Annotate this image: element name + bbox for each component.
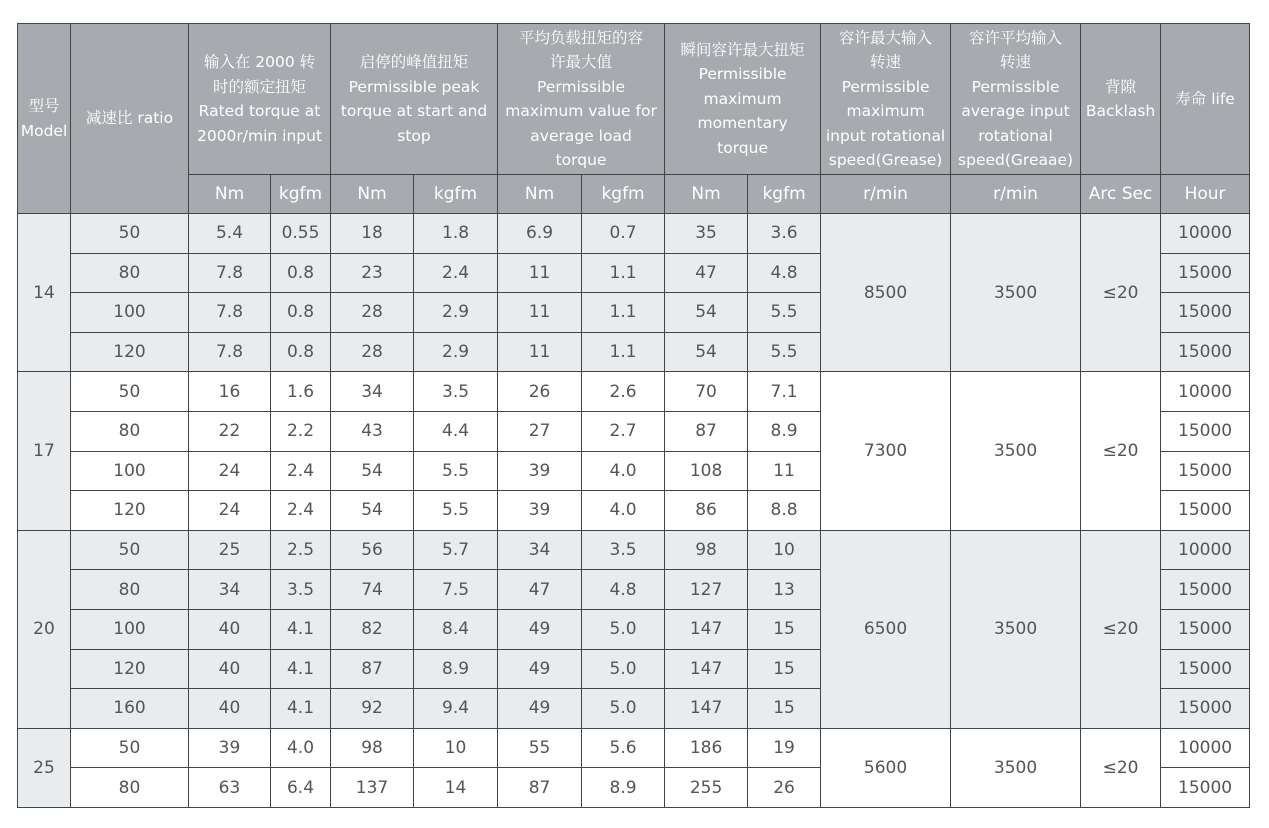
cell-rated-kgfm: 1.6 — [271, 372, 331, 412]
cell-peak-nm: 56 — [331, 530, 414, 570]
cell-momentary-nm: 147 — [665, 689, 748, 729]
cell-rated-kgfm: 0.8 — [271, 332, 331, 372]
cell-avg-load-kgfm: 1.1 — [582, 293, 665, 333]
cell-momentary-kgfm: 5.5 — [748, 293, 821, 333]
unit-life-hour: Hour — [1161, 175, 1250, 214]
cell-avg-load-kgfm: 5.0 — [582, 689, 665, 729]
cell-avg-load-nm: 11 — [498, 253, 582, 293]
cell-momentary-nm: 70 — [665, 372, 748, 412]
cell-momentary-kgfm: 4.8 — [748, 253, 821, 293]
cell-momentary-kgfm: 15 — [748, 689, 821, 729]
cell-rated-kgfm: 4.0 — [271, 728, 331, 768]
cell-life: 10000 — [1161, 372, 1250, 412]
cell-peak-nm: 98 — [331, 728, 414, 768]
cell-rated-kgfm: 0.8 — [271, 253, 331, 293]
cell-ratio: 80 — [71, 411, 189, 451]
header-max-input-cn2: 转速 — [870, 53, 902, 71]
cell-life: 10000 — [1161, 728, 1250, 768]
cell-life: 15000 — [1161, 293, 1250, 333]
cell-avg-load-kgfm: 4.0 — [582, 451, 665, 491]
reducer-spec-table — [17, 23, 1250, 808]
cell-peak-nm: 43 — [331, 411, 414, 451]
table-row — [18, 728, 1250, 768]
cell-avg-input: 3500 — [951, 728, 1081, 807]
cell-rated-kgfm: 0.55 — [271, 214, 331, 254]
cell-avg-load-kgfm: 2.6 — [582, 372, 665, 412]
cell-rated-nm: 5.4 — [189, 214, 271, 254]
header-backlash-cn: 背隙 — [1105, 77, 1137, 96]
header-momentary — [665, 24, 821, 175]
cell-momentary-kgfm: 7.1 — [748, 372, 821, 412]
header-rated-torque-cn1: 输入在 2000 转 — [203, 53, 316, 71]
cell-momentary-nm: 86 — [665, 491, 748, 531]
cell-rated-nm: 40 — [189, 649, 271, 689]
cell-momentary-nm: 147 — [665, 609, 748, 649]
cell-rated-nm: 40 — [189, 609, 271, 649]
cell-momentary-kgfm: 15 — [748, 609, 821, 649]
cell-rated-nm: 7.8 — [189, 332, 271, 372]
cell-life: 10000 — [1161, 530, 1250, 570]
cell-ratio: 100 — [71, 451, 189, 491]
cell-peak-nm: 82 — [331, 609, 414, 649]
cell-rated-kgfm: 2.4 — [271, 451, 331, 491]
cell-momentary-kgfm: 19 — [748, 728, 821, 768]
cell-rated-nm: 24 — [189, 451, 271, 491]
header-rated-torque — [189, 24, 331, 175]
header-avg-load-en2: maximum value for — [505, 102, 657, 120]
header-avg-load-en4: torque — [555, 151, 607, 169]
cell-rated-nm: 24 — [189, 491, 271, 531]
cell-peak-nm: 74 — [331, 570, 414, 610]
unit-max-input-rpm: r/min — [821, 175, 951, 214]
header-life — [1161, 24, 1250, 175]
table-body — [18, 214, 1250, 808]
cell-ratio: 120 — [71, 332, 189, 372]
cell-max-input: 6500 — [821, 530, 951, 728]
header-backlash-en: Backlash — [1085, 102, 1156, 120]
header-ratio-cn: 减速比 — [85, 109, 133, 128]
cell-avg-load-kgfm: 4.0 — [582, 491, 665, 531]
unit-avg-input-rpm: r/min — [951, 175, 1081, 214]
cell-avg-load-nm: 11 — [498, 293, 582, 333]
header-model — [18, 24, 71, 214]
cell-ratio: 120 — [71, 649, 189, 689]
header-max-input — [821, 24, 951, 175]
cell-peak-nm: 23 — [331, 253, 414, 293]
header-peak-torque-en1: Permissible peak — [348, 77, 480, 96]
cell-avg-load-nm: 34 — [498, 530, 582, 570]
unit-rated-kgfm: kgfm — [271, 175, 331, 214]
cell-avg-load-kgfm: 1.1 — [582, 253, 665, 293]
header-ratio — [71, 24, 189, 214]
cell-ratio: 100 — [71, 609, 189, 649]
header-max-input-en2: maximum — [846, 102, 925, 120]
cell-avg-load-kgfm: 3.5 — [582, 530, 665, 570]
cell-max-input: 5600 — [821, 728, 951, 807]
cell-life: 15000 — [1161, 332, 1250, 372]
cell-momentary-nm: 47 — [665, 253, 748, 293]
header-max-input-en4: speed(Grease) — [828, 151, 943, 169]
cell-avg-load-kgfm: 0.7 — [582, 214, 665, 254]
cell-momentary-kgfm: 15 — [748, 649, 821, 689]
header-backlash — [1081, 24, 1161, 175]
cell-momentary-nm: 255 — [665, 768, 748, 808]
cell-life: 15000 — [1161, 411, 1250, 451]
cell-avg-input: 3500 — [951, 372, 1081, 530]
cell-rated-kgfm: 3.5 — [271, 570, 331, 610]
cell-avg-load-kgfm: 1.1 — [582, 332, 665, 372]
unit-peak-kgfm: kgfm — [414, 175, 498, 214]
header-life-cn: 寿命 — [1175, 89, 1207, 108]
cell-avg-load-nm: 49 — [498, 689, 582, 729]
cell-rated-nm: 7.8 — [189, 293, 271, 333]
header-avg-load-en3: average load — [530, 126, 632, 145]
cell-life: 15000 — [1161, 253, 1250, 293]
cell-ratio: 80 — [71, 768, 189, 808]
cell-rated-nm: 40 — [189, 689, 271, 729]
cell-peak-kgfm: 14 — [414, 768, 498, 808]
cell-rated-kgfm: 4.1 — [271, 689, 331, 729]
table-row — [18, 214, 1250, 254]
cell-momentary-kgfm: 8.8 — [748, 491, 821, 531]
cell-peak-nm: 137 — [331, 768, 414, 808]
header-avg-input-en4: speed(Greaae) — [958, 151, 1074, 169]
cell-peak-kgfm: 5.5 — [414, 491, 498, 531]
header-ratio-en: ratio — [137, 109, 174, 128]
header-peak-torque-cn: 启停的峰值扭矩 — [359, 53, 469, 71]
header-rated-torque-en1: Rated torque at — [198, 102, 321, 120]
cell-avg-load-nm: 39 — [498, 491, 582, 531]
cell-avg-input: 3500 — [951, 530, 1081, 728]
cell-max-input: 7300 — [821, 372, 951, 530]
cell-avg-load-nm: 49 — [498, 649, 582, 689]
cell-peak-nm: 92 — [331, 689, 414, 729]
cell-avg-load-nm: 26 — [498, 372, 582, 412]
header-model-en: Model — [20, 121, 68, 140]
header-avg-input-en3: rotational — [978, 126, 1053, 145]
cell-avg-load-nm: 49 — [498, 609, 582, 649]
cell-rated-nm: 63 — [189, 768, 271, 808]
cell-backlash: ≤20 — [1081, 214, 1161, 372]
unit-momentary-kgfm: kgfm — [748, 175, 821, 214]
cell-momentary-nm: 87 — [665, 411, 748, 451]
cell-avg-load-nm: 6.9 — [498, 214, 582, 254]
cell-peak-kgfm: 8.4 — [414, 609, 498, 649]
cell-momentary-nm: 108 — [665, 451, 748, 491]
header-model-cn: 型号 — [28, 97, 60, 115]
cell-momentary-kgfm: 26 — [748, 768, 821, 808]
header-rated-torque-cn2: 时的额定扭矩 — [213, 77, 307, 96]
cell-peak-kgfm: 2.9 — [414, 332, 498, 372]
table-row — [18, 530, 1250, 570]
unit-rated-nm: Nm — [189, 175, 271, 214]
cell-rated-nm: 34 — [189, 570, 271, 610]
header-momentary-en2: maximum — [703, 89, 782, 108]
cell-avg-load-nm: 39 — [498, 451, 582, 491]
header-max-input-cn1: 容许最大输入 — [839, 28, 933, 47]
header-peak-torque-en2: torque at start and — [340, 102, 488, 120]
cell-rated-kgfm: 4.1 — [271, 609, 331, 649]
cell-momentary-kgfm: 13 — [748, 570, 821, 610]
cell-momentary-nm: 35 — [665, 214, 748, 254]
header-avg-load-cn1: 平均负载扭矩的容 — [519, 28, 644, 47]
unit-avg-load-nm: Nm — [498, 175, 582, 214]
cell-peak-kgfm: 8.9 — [414, 649, 498, 689]
header-avg-load — [498, 24, 665, 175]
cell-rated-nm: 16 — [189, 372, 271, 412]
cell-momentary-kgfm: 3.6 — [748, 214, 821, 254]
cell-rated-kgfm: 0.8 — [271, 293, 331, 333]
unit-momentary-nm: Nm — [665, 175, 748, 214]
header-avg-load-en1: Permissible — [537, 77, 626, 96]
cell-rated-nm: 22 — [189, 411, 271, 451]
cell-momentary-nm: 186 — [665, 728, 748, 768]
unit-peak-nm: Nm — [331, 175, 414, 214]
cell-momentary-nm: 147 — [665, 649, 748, 689]
cell-rated-kgfm: 6.4 — [271, 768, 331, 808]
header-avg-input-cn1: 容许平均输入 — [969, 28, 1063, 47]
cell-avg-load-nm: 27 — [498, 411, 582, 451]
unit-backlash-arcsec: Arc Sec — [1081, 175, 1161, 214]
cell-peak-kgfm: 5.7 — [414, 530, 498, 570]
cell-avg-load-nm: 47 — [498, 570, 582, 610]
cell-peak-nm: 28 — [331, 293, 414, 333]
cell-life: 15000 — [1161, 689, 1250, 729]
cell-rated-nm: 25 — [189, 530, 271, 570]
cell-avg-load-nm: 11 — [498, 332, 582, 372]
cell-peak-kgfm: 4.4 — [414, 411, 498, 451]
cell-momentary-kgfm: 8.9 — [748, 411, 821, 451]
cell-momentary-kgfm: 5.5 — [748, 332, 821, 372]
cell-life: 10000 — [1161, 214, 1250, 254]
header-avg-input-en2: average input — [961, 102, 1070, 120]
header-momentary-cn: 瞬间容许最大扭矩 — [680, 40, 805, 59]
cell-model: 20 — [18, 530, 71, 728]
cell-life: 15000 — [1161, 491, 1250, 531]
cell-avg-load-kgfm: 5.0 — [582, 649, 665, 689]
cell-peak-kgfm: 2.4 — [414, 253, 498, 293]
header-life-en: life — [1211, 89, 1235, 108]
cell-avg-load-kgfm: 4.8 — [582, 570, 665, 610]
cell-ratio: 120 — [71, 491, 189, 531]
cell-peak-nm: 87 — [331, 649, 414, 689]
cell-peak-nm: 54 — [331, 451, 414, 491]
cell-life: 15000 — [1161, 768, 1250, 808]
cell-rated-kgfm: 4.1 — [271, 649, 331, 689]
cell-avg-load-kgfm: 8.9 — [582, 768, 665, 808]
cell-momentary-nm: 54 — [665, 332, 748, 372]
cell-ratio: 50 — [71, 214, 189, 254]
header-max-input-en3: input rotational — [825, 126, 946, 145]
cell-life: 15000 — [1161, 451, 1250, 491]
cell-life: 15000 — [1161, 570, 1250, 610]
cell-rated-kgfm: 2.2 — [271, 411, 331, 451]
cell-avg-load-kgfm: 5.0 — [582, 609, 665, 649]
header-peak-torque-en3: stop — [397, 126, 431, 145]
cell-backlash: ≤20 — [1081, 530, 1161, 728]
cell-momentary-nm: 127 — [665, 570, 748, 610]
cell-ratio: 50 — [71, 530, 189, 570]
cell-ratio: 80 — [71, 570, 189, 610]
unit-avg-load-kgfm: kgfm — [582, 175, 665, 214]
cell-momentary-kgfm: 11 — [748, 451, 821, 491]
header-momentary-en1: Permissible — [698, 65, 787, 84]
cell-ratio: 160 — [71, 689, 189, 729]
cell-ratio: 80 — [71, 253, 189, 293]
cell-avg-load-nm: 87 — [498, 768, 582, 808]
cell-avg-load-kgfm: 2.7 — [582, 411, 665, 451]
cell-peak-kgfm: 10 — [414, 728, 498, 768]
header-avg-load-cn2: 许最大值 — [550, 53, 613, 71]
header-rated-torque-en2: 2000r/min input — [196, 126, 323, 145]
cell-peak-nm: 54 — [331, 491, 414, 531]
cell-model: 14 — [18, 214, 71, 372]
table-row — [18, 372, 1250, 412]
cell-peak-nm: 18 — [331, 214, 414, 254]
cell-peak-kgfm: 5.5 — [414, 451, 498, 491]
header-peak-torque — [331, 24, 498, 175]
cell-avg-input: 3500 — [951, 214, 1081, 372]
cell-momentary-nm: 98 — [665, 530, 748, 570]
cell-model: 17 — [18, 372, 71, 530]
cell-backlash: ≤20 — [1081, 372, 1161, 530]
cell-avg-load-kgfm: 5.6 — [582, 728, 665, 768]
header-momentary-en3: momentary — [697, 114, 788, 133]
header-max-input-en1: Permissible — [841, 77, 930, 96]
cell-ratio: 50 — [71, 728, 189, 768]
cell-life: 15000 — [1161, 649, 1250, 689]
cell-life: 15000 — [1161, 609, 1250, 649]
cell-peak-kgfm: 3.5 — [414, 372, 498, 412]
cell-peak-kgfm: 2.9 — [414, 293, 498, 333]
cell-backlash: ≤20 — [1081, 728, 1161, 807]
cell-avg-load-nm: 55 — [498, 728, 582, 768]
header-avg-input-en1: Permissible — [971, 77, 1060, 96]
cell-rated-nm: 39 — [189, 728, 271, 768]
cell-peak-kgfm: 1.8 — [414, 214, 498, 254]
cell-momentary-nm: 54 — [665, 293, 748, 333]
cell-rated-nm: 7.8 — [189, 253, 271, 293]
cell-peak-kgfm: 7.5 — [414, 570, 498, 610]
cell-peak-nm: 34 — [331, 372, 414, 412]
cell-rated-kgfm: 2.4 — [271, 491, 331, 531]
cell-peak-nm: 28 — [331, 332, 414, 372]
header-avg-input-cn2: 转速 — [1000, 53, 1032, 71]
header-avg-input — [951, 24, 1081, 175]
cell-ratio: 100 — [71, 293, 189, 333]
table-header — [18, 24, 1250, 214]
cell-model: 25 — [18, 728, 71, 807]
cell-rated-kgfm: 2.5 — [271, 530, 331, 570]
cell-peak-kgfm: 9.4 — [414, 689, 498, 729]
spec-table-container — [17, 23, 1249, 808]
cell-max-input: 8500 — [821, 214, 951, 372]
header-momentary-en4: torque — [717, 138, 768, 157]
cell-ratio: 50 — [71, 372, 189, 412]
cell-momentary-kgfm: 10 — [748, 530, 821, 570]
